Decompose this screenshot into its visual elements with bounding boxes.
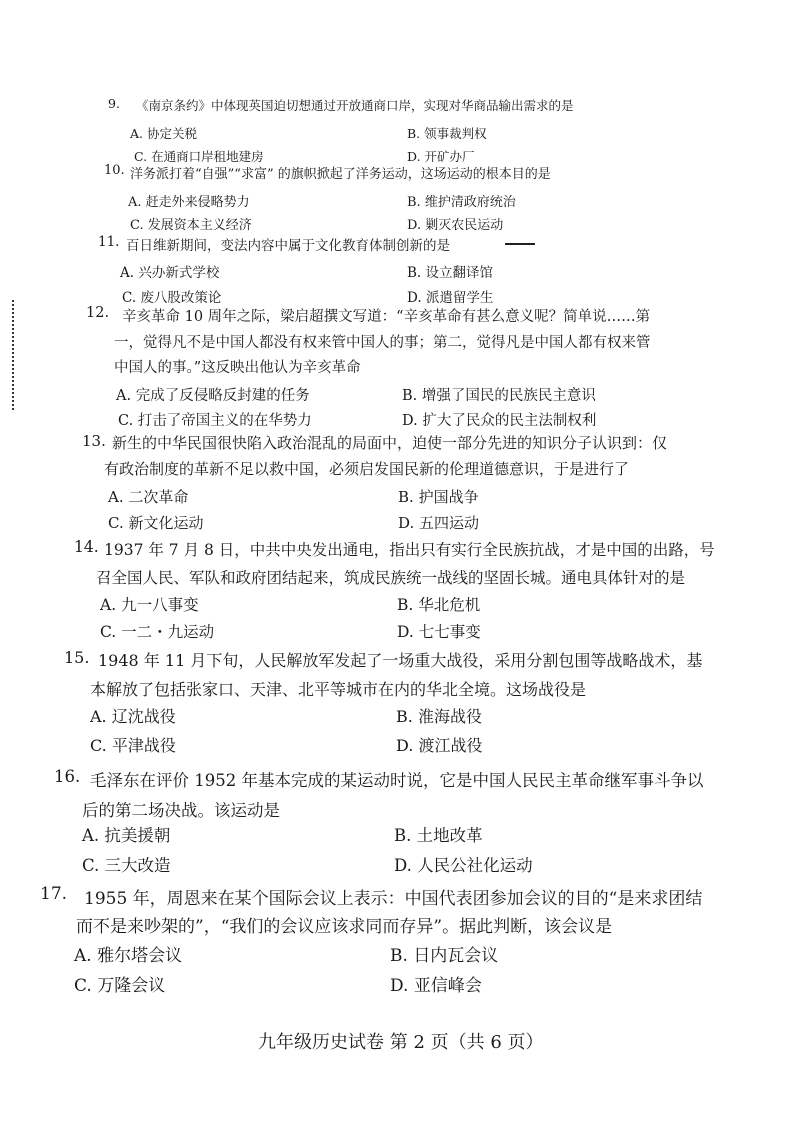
question-stem-line: 《南京条约》中体现英国迫切想通过开放通商口岸，实现对华商品输出需求的是 [136,98,574,113]
option-label: A. [90,707,107,726]
option-label: D. [394,856,412,875]
option-b [407,191,516,210]
question-stem-line: 1937 年 7 月 8 日，中共中央发出通电，指出只有实行全民族抗战，才是中国的出路，号 [104,541,715,559]
option-text: 雅尔塔会议 [97,946,183,966]
option-text: 扩大了民众的民主法制权利 [422,413,597,429]
page-footer: 九年级历史试卷 第 2 页（共 6 页） [258,1032,544,1053]
option-d [407,286,493,306]
question-stem-line: 新生的中华民国很快陷入政治混乱的局面中，迫使一部分先进的知识分子认识到：仅 [112,434,668,452]
option-d [397,620,481,642]
option-label: A. [128,195,142,210]
option-text: 增强了国民的民族民主意识 [421,388,596,404]
option-text: 三大改造 [104,856,171,875]
option-label: C. [90,736,107,755]
question-number: 17. [40,884,68,904]
option-text: 七七事变 [418,623,481,641]
option-label: A. [120,265,135,281]
question-number: 12. [86,305,110,321]
option-b [407,124,487,142]
option-label: D. [390,976,409,996]
option-text: 新文化运动 [128,514,204,532]
option-text: 九一八事变 [121,596,199,614]
option-label: C. [130,218,144,233]
option-label: D. [397,623,414,641]
option-b [407,261,493,281]
option-label: C. [100,623,117,641]
option-a [128,191,250,210]
option-label: A. [130,126,144,141]
option-b [394,822,483,846]
question-number: 13. [82,432,106,450]
option-text: 淮海战役 [417,707,482,726]
option-label: B. [396,707,413,726]
question-stem-line: 毛泽东在评价 1952 年基本完成的某运动时说，它是中国人民民主革命继军事斗争以 [90,771,704,790]
option-text: 领事裁判权 [424,126,487,141]
option-label: B. [394,826,412,845]
question-number: 14. [74,538,99,556]
option-a [90,704,176,727]
option-a [100,593,199,615]
option-text: 兴办新式学校 [138,265,220,281]
option-text: 完成了反侵略反封建的任务 [135,388,310,404]
option-a [120,261,219,281]
option-text: 发展资本主义经济 [147,218,252,233]
option-text: 维护清政府统治 [424,195,516,210]
question-stem-line: 1948 年 11 月下旬，人民解放军发起了一场重大战役，采用分割包围等战略战术，基 [98,651,703,670]
option-label: C. [82,856,100,875]
question-stem-line: 辛亥革命 10 周年之际，梁启超撰文写道：“辛亥革命有甚么意义呢？简单说……第 [122,309,651,325]
option-c [90,733,176,756]
option-c [108,512,204,533]
question-number: 15. [64,648,90,667]
option-label: B. [407,195,421,210]
option-a [130,124,197,142]
option-text: 亚信峰会 [413,976,482,996]
option-text: 废八股改策论 [140,290,222,306]
question-stem-line: 洋务派打着“自强”“求富” 的旗帜掀起了洋务运动，这场运动的根本目的是 [130,167,551,182]
option-text: 剿灭农民运动 [425,218,504,233]
question-number: 10. [104,163,125,178]
scribble-mark [505,243,535,245]
option-text: 设立翻译馆 [425,265,494,281]
option-text: 打击了帝国主义的在华势力 [137,413,312,429]
option-d [394,852,533,876]
option-text: 平津战役 [111,736,176,755]
option-a [108,486,188,507]
option-text: 派遣留学生 [425,290,494,306]
option-text: 渡江战役 [418,736,483,755]
option-label: D. [402,413,418,429]
question-stem-line: 本解放了包括张家口、天津、北平等城市在内的华北全境。这场战役是 [90,680,587,699]
option-label: C. [122,290,137,306]
option-label: C. [74,976,92,996]
option-text: 华北危机 [418,596,481,614]
option-label: A. [74,946,92,966]
option-text: 一二・九运动 [121,623,215,641]
question-stem-line: 而不是来吵架的”，“我们的会议应该求同而存异”。据此判断，该会议是 [76,917,613,937]
option-text: 开矿办厂 [424,149,475,164]
option-c [74,971,165,996]
option-c [82,852,171,876]
option-d [390,971,482,996]
option-label: A. [108,488,124,506]
question-stem-line: 召全国人民、军队和政府团结起来，筑成民族统一战线的坚固长城。通电具体针对的是 [96,569,686,587]
option-label: B. [390,946,408,966]
option-d [398,512,479,533]
option-label: D. [407,290,422,306]
option-label: B. [398,488,414,506]
option-label: B. [397,596,414,614]
option-text: 土地改革 [416,826,483,845]
question-number: 16. [54,767,81,786]
option-d [396,733,482,756]
option-label: D. [396,736,414,755]
option-c [118,409,312,430]
option-label: A. [100,596,117,614]
option-c [122,286,221,306]
question-number: 11. [98,234,120,250]
question-stem-line: 有政治制度的革新不足以救中国，必须启发国民新的伦理道德意识，于是进行了 [104,460,630,478]
option-d [402,409,596,430]
option-c [100,620,214,642]
option-text: 五四运动 [419,514,480,532]
option-label: A. [116,388,132,404]
binding-margin-mark [4,300,14,410]
option-text: 协定关税 [147,126,198,141]
question-stem-line: 后的第二场决战。该运动是 [82,801,280,820]
option-label: D. [407,218,422,233]
option-label: B. [407,265,422,281]
option-label: D. [407,149,421,164]
option-label: B. [402,388,418,404]
option-a [82,822,170,846]
option-text: 二次革命 [128,488,189,506]
option-a [116,384,310,405]
question-stem-line: 百日维新期间，变法内容中属于文化教育体制创新的是 [126,238,450,254]
option-label: C. [118,413,134,429]
option-label: C. [134,149,148,164]
option-d [407,214,503,233]
option-text: 护国战争 [418,488,479,506]
option-text: 在通商口岸租地建房 [151,149,264,164]
option-text: 赶走外来侵略势力 [145,195,250,210]
option-text: 辽沈战役 [111,707,176,726]
option-c [130,214,252,233]
option-b [396,704,482,727]
option-label: B. [407,126,421,141]
question-stem-line: 中国人的事。”这反映出他认为辛亥革命 [114,360,361,376]
option-b [390,941,498,966]
option-label: C. [108,514,124,532]
option-text: 抗美援朝 [104,826,171,845]
option-b [397,593,480,615]
option-text: 日内瓦会议 [413,946,499,966]
question-stem-line: 一，觉得凡不是中国人都没有权来管中国人的事；第二，觉得凡是中国人都有权来管 [114,335,651,351]
option-text: 万隆会议 [97,976,166,996]
option-b [402,384,596,405]
question-stem-line: 1955 年，周恩来在某个国际会议上表示：中国代表团参加会议的目的“是来求团结 [84,889,703,909]
option-label: A. [82,826,100,845]
question-number: 9. [108,96,120,111]
option-text: 人民公社化运动 [417,856,533,875]
option-label: D. [398,514,415,532]
option-b [398,486,479,507]
option-a [74,941,182,966]
